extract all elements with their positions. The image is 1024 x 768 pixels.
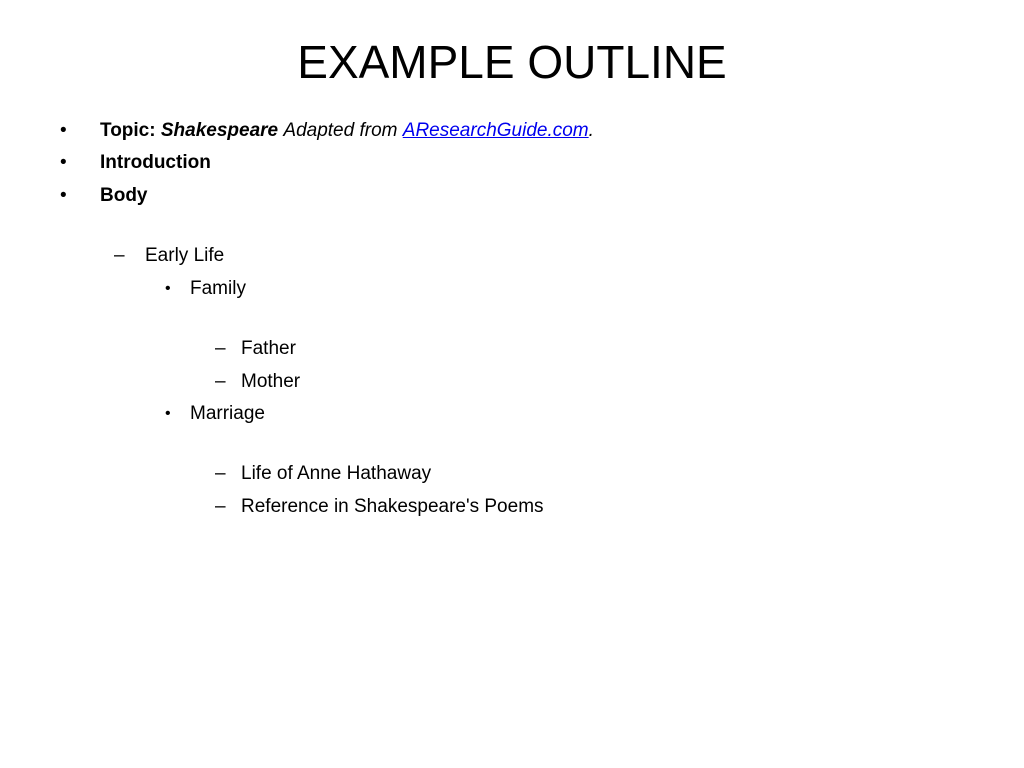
outline-item-body: Body bbox=[100, 185, 148, 206]
adapted-from-text: Adapted from bbox=[283, 120, 398, 141]
dash-marker: – bbox=[114, 245, 125, 266]
bullet-marker: • bbox=[60, 120, 67, 141]
dash-marker: – bbox=[215, 496, 226, 517]
outline-item-early-life: Early Life bbox=[145, 245, 225, 266]
dash-marker: – bbox=[215, 371, 226, 392]
outline-item-family: Family bbox=[190, 278, 246, 299]
outline-item-father: Father bbox=[241, 338, 296, 359]
topic-subject: Shakespeare bbox=[160, 120, 279, 141]
small-bullet-marker: • bbox=[165, 280, 171, 297]
source-link[interactable]: AResearchGuide.com bbox=[402, 120, 589, 141]
bullet-marker: • bbox=[60, 185, 67, 206]
topic-label: Topic: bbox=[100, 120, 156, 141]
topic-trailing-period: . bbox=[588, 120, 594, 141]
slide-title: EXAMPLE OUTLINE bbox=[297, 36, 727, 88]
outline-item-life-of-anne-hathaway: Life of Anne Hathaway bbox=[241, 463, 432, 484]
outline-item-introduction: Introduction bbox=[100, 152, 211, 173]
outline-item-reference-in-poems: Reference in Shakespeare's Poems bbox=[241, 496, 544, 517]
outline-item-topic bbox=[100, 118, 594, 144]
outline-item-marriage: Marriage bbox=[190, 403, 265, 424]
outline-item-mother: Mother bbox=[241, 371, 301, 392]
bullet-marker: • bbox=[60, 152, 67, 173]
small-bullet-marker: • bbox=[165, 405, 171, 422]
dash-marker: – bbox=[215, 338, 226, 359]
dash-marker: – bbox=[215, 463, 226, 484]
